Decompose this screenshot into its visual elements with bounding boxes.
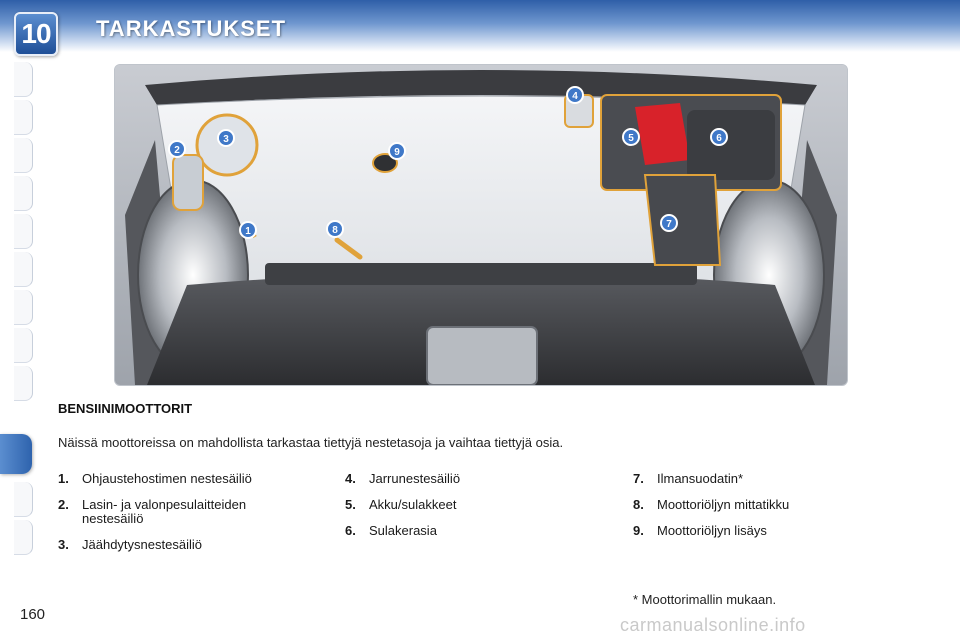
callout-3 xyxy=(218,130,234,146)
item-number: 3. xyxy=(58,537,69,552)
page-header xyxy=(0,0,960,52)
list-item xyxy=(345,472,575,486)
parts-list-column-2 xyxy=(345,472,575,550)
chapter-tab[interactable] xyxy=(14,290,33,325)
item-number: 1. xyxy=(58,471,69,486)
chapter-tab[interactable] xyxy=(14,62,33,97)
chapter-tab[interactable] xyxy=(14,138,33,173)
item-number: 5. xyxy=(345,497,356,512)
callout-2 xyxy=(169,141,185,157)
list-item xyxy=(58,538,288,552)
list-item xyxy=(345,524,575,538)
list-item xyxy=(633,498,863,512)
item-number: 2. xyxy=(58,497,69,512)
callout-1 xyxy=(240,222,256,238)
watermark: carmanualsonline.info xyxy=(620,615,806,635)
chapter-tab[interactable] xyxy=(14,214,33,249)
item-number: 8. xyxy=(633,497,644,512)
chapter-number-badge: 10 xyxy=(14,12,58,56)
chapter-tab[interactable] xyxy=(14,252,33,287)
chapter-tab-active[interactable] xyxy=(0,434,32,474)
chapter-tab[interactable] xyxy=(14,100,33,135)
callout-9 xyxy=(389,143,405,159)
chapter-title: TARKASTUKSET xyxy=(96,16,287,41)
intro-text: Näissä moottoreissa on mahdollista tarkastaa tiettyjä nestetasoja ja vaihtaa tiettyjä osia. xyxy=(58,435,564,450)
item-label: Sulakerasia xyxy=(369,523,437,538)
callout-8 xyxy=(327,221,343,237)
item-label: Jarrunestesäiliö xyxy=(369,471,461,486)
callout-5 xyxy=(623,129,639,145)
page-number: 160 xyxy=(20,606,46,623)
chapter-tab[interactable] xyxy=(14,520,33,555)
svg-text:3: 3 xyxy=(223,134,229,145)
parts-list-column-1 xyxy=(58,472,288,564)
item-number: 6. xyxy=(345,523,356,538)
item-label: Jäähdytysnestesäiliö xyxy=(82,537,202,552)
chapter-tab[interactable] xyxy=(14,482,33,517)
item-label: Akku/sulakkeet xyxy=(369,497,457,512)
svg-text:8: 8 xyxy=(332,225,338,236)
item-number: 4. xyxy=(345,471,356,486)
callout-7 xyxy=(661,215,677,231)
list-item xyxy=(345,498,575,512)
item-label: Lasin- ja valonpesulaitteiden nestesäiliö xyxy=(82,497,247,526)
svg-text:5: 5 xyxy=(628,133,634,144)
item-number: 9. xyxy=(633,523,644,538)
chapter-tab[interactable] xyxy=(14,328,33,363)
chapter-tab[interactable] xyxy=(14,176,33,211)
item-label: Moottoriöljyn lisäys xyxy=(657,523,767,538)
list-item xyxy=(633,472,863,486)
callout-4 xyxy=(567,87,583,103)
chapter-tabs xyxy=(0,62,34,574)
item-label: Ilmansuodatin* xyxy=(657,471,743,486)
list-item xyxy=(58,472,288,486)
svg-text:2: 2 xyxy=(174,145,180,156)
svg-text:6: 6 xyxy=(716,133,722,144)
item-label: Ohjaustehostimen nestesäiliö xyxy=(82,471,252,486)
svg-text:4: 4 xyxy=(572,91,578,102)
item-number: 7. xyxy=(633,471,644,486)
callout-6 xyxy=(711,129,727,145)
svg-text:1: 1 xyxy=(245,226,251,237)
item-label: Moottoriöljyn mittatikku xyxy=(657,497,790,512)
list-item xyxy=(633,524,863,538)
parts-list-column-3 xyxy=(633,472,863,550)
chapter-tab[interactable] xyxy=(14,366,33,401)
list-item xyxy=(58,498,288,526)
section-title: BENSIINIMOOTTORIT xyxy=(58,401,193,416)
engine-bay-illustration xyxy=(114,64,848,386)
svg-text:9: 9 xyxy=(394,147,400,158)
footnote: * Moottorimallin mukaan. xyxy=(633,592,777,607)
svg-text:7: 7 xyxy=(666,219,672,230)
